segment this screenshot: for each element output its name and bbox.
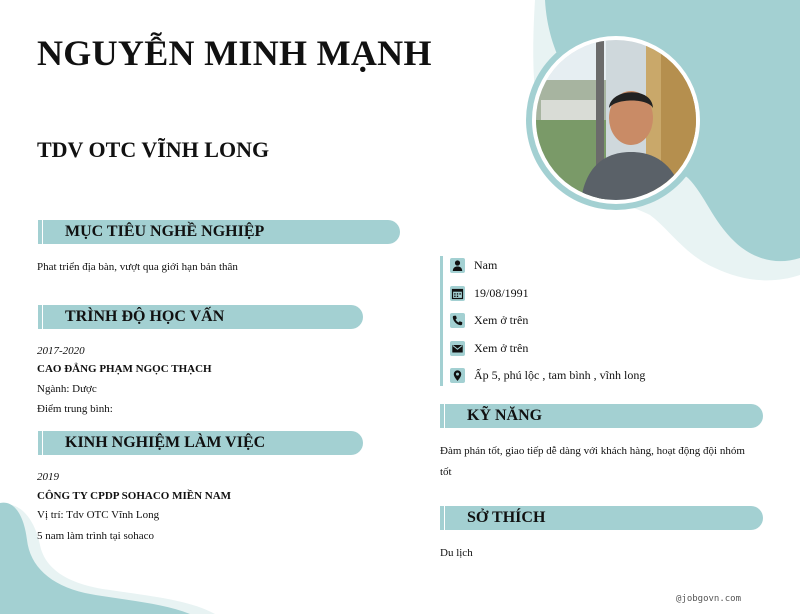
profile-photo-frame: [526, 30, 706, 210]
person-icon: [450, 258, 465, 273]
portrait-illustration: [536, 40, 696, 200]
career-goal-header: [43, 220, 400, 244]
experience-description: 5 nam làm trình tại sohaco: [37, 530, 154, 542]
watermark: @jobgovn.com: [676, 594, 742, 604]
experience-position: Vị trí: Tdv OTC Vĩnh Long: [37, 509, 160, 521]
education-period: 2017-2020: [37, 345, 85, 357]
experience-header: [43, 431, 363, 455]
skills-title: KỸ NĂNG: [467, 407, 543, 424]
education-title: TRÌNH ĐỘ HỌC VẤN: [65, 308, 225, 325]
experience-period: 2019: [37, 471, 59, 483]
career-goal-text: Phat triển địa bàn, vượt qua giới hạn bản thân: [37, 261, 238, 273]
calendar-icon: [450, 286, 465, 301]
contact-gender-text: Nam: [474, 258, 498, 272]
education-header: [43, 305, 363, 329]
location-icon: [450, 368, 465, 383]
skills-text-line1: Đàm phán tốt, giao tiếp dễ dàng với khách hàng, hoạt động đội nhóm: [440, 445, 745, 457]
education-school: CAO ĐẲNG PHẠM NGỌC THẠCH: [37, 363, 212, 375]
hobbies-text: Du lịch: [440, 547, 473, 559]
career-goal-title: MỤC TIÊU NGHỀ NGHIỆP: [65, 223, 265, 240]
profile-photo: [532, 36, 700, 204]
hobbies-title: SỞ THÍCH: [467, 509, 546, 526]
experience-title: KINH NGHIỆM LÀM VIỆC: [65, 434, 266, 451]
experience-company: CÔNG TY CPDP SOHACO MIỀN NAM: [37, 490, 232, 502]
contact-address-text: Ấp 5, phú lộc , tam bình , vĩnh long: [474, 368, 646, 382]
hobbies-header: [445, 506, 763, 530]
contact-phone-text: Xem ở trên: [474, 313, 529, 327]
skills-text-line2: tốt: [440, 466, 452, 478]
candidate-name: NGUYỄN MINH MẠNH: [37, 33, 432, 73]
job-title: TDV OTC VĨNH LONG: [37, 137, 270, 162]
contact-email-text: Xem ở trên: [474, 341, 529, 355]
phone-icon: [450, 313, 465, 328]
skills-header: [445, 404, 763, 428]
education-gpa: Điểm trung bình:: [37, 403, 113, 415]
education-major: Ngành: Dược: [37, 383, 97, 395]
contact-birthday-text: 19/08/1991: [474, 286, 529, 300]
contact-accent-bar: [440, 256, 443, 386]
email-icon: [450, 341, 465, 356]
